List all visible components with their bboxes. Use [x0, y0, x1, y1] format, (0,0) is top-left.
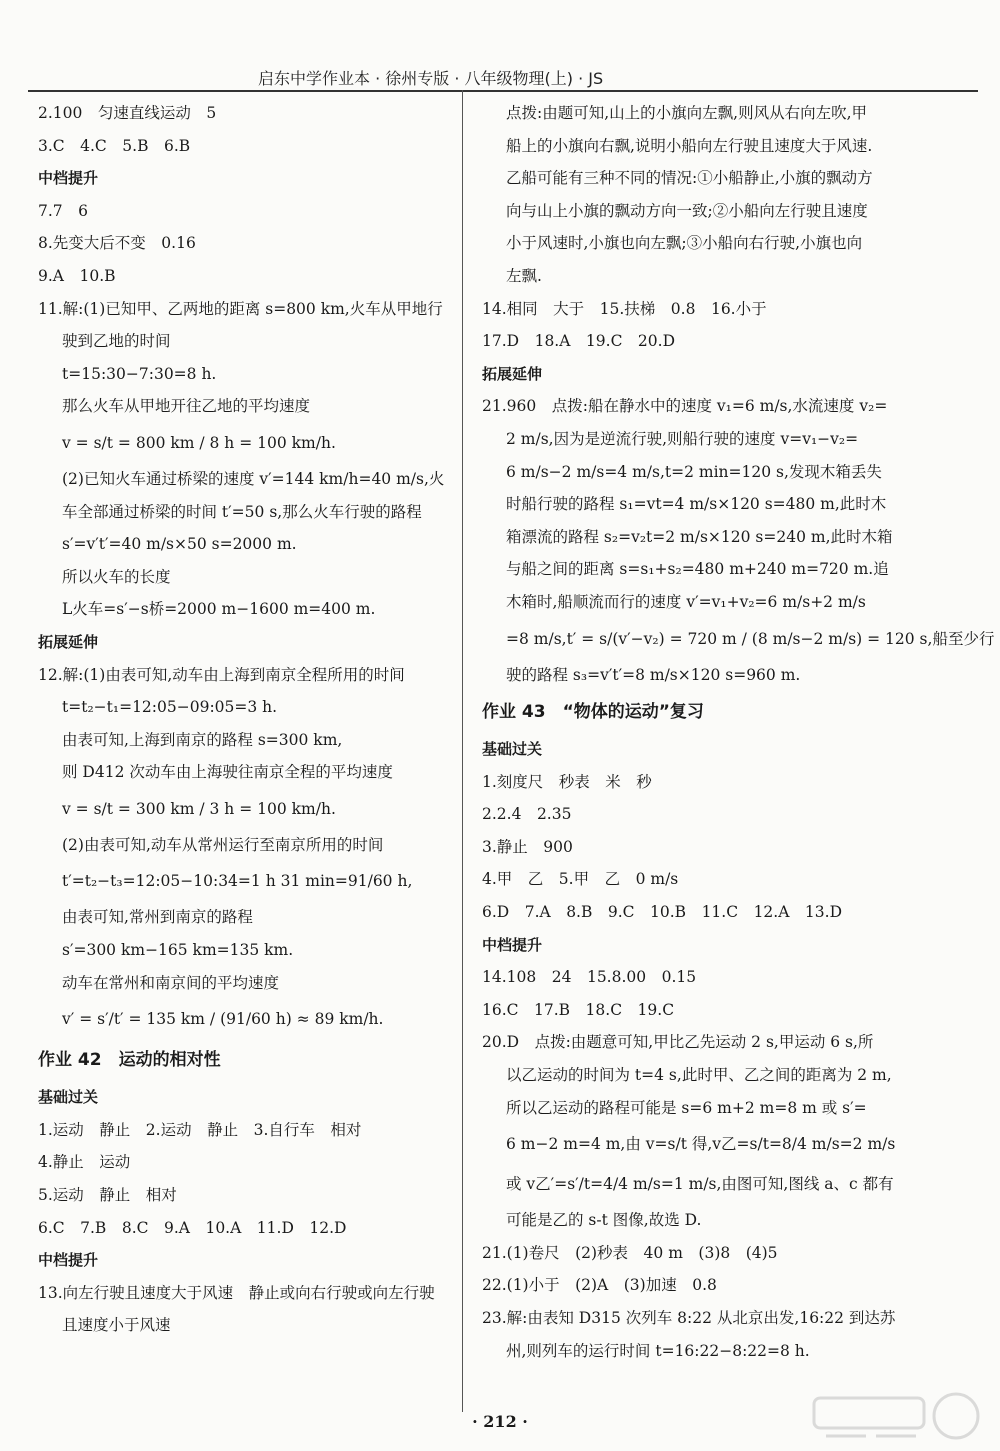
text-line: 州,则列车的运行时间 t=16:22−8:22=8 h. [506, 1341, 810, 1360]
watermark-logo-icon [806, 1388, 996, 1448]
text-line: 左飘. [506, 266, 542, 285]
text-line: 车全部通过桥梁的时间 t′=50 s,那么火车行驶的路程 [62, 502, 422, 521]
section-heading: 拓展延伸 [482, 364, 543, 383]
text-line: t=t₂−t₁=12:05−09:05=3 h. [62, 698, 278, 717]
text-line: L火车=s′−s桥=2000 m−1600 m=400 m. [62, 600, 376, 619]
text-line: 以乙运动的时间为 t=4 s,此时甲、乙之间的距离为 2 m, [506, 1066, 892, 1085]
text-line: 时船行驶的路程 s₁=vt=4 m/s×120 s=480 m,此时木 [506, 495, 887, 514]
text-line: 2.2.4 2.35 [482, 805, 572, 824]
text-line: 1.刻度尺 秒表 米 秒 [482, 772, 652, 791]
text-line: 动车在常州和南京间的平均速度 [62, 973, 280, 992]
text-line: 那么火车从甲地开往乙地的平均速度 [62, 397, 311, 416]
text-line: 6 m−2 m=4 m,由 v=s/t 得,v乙=s/t=8/4 m/s=2 m/s [506, 1135, 896, 1154]
text-line: 21.960 点拨:船在静水中的速度 v₁=6 m/s,水流速度 v₂= [482, 397, 888, 416]
text-line: 箱漂流的路程 s₂=v₂t=2 m/s×120 s=240 m,此时木箱 [506, 527, 893, 546]
text-line: 13.向左行驶且速度大于风速 静止或向右行驶或向左行驶 [38, 1283, 435, 1302]
text-line: 1.运动 静止 2.运动 静止 3.自行车 相对 [38, 1120, 362, 1139]
text-line: 8.先变大后不变 0.16 [38, 234, 196, 253]
text-line: v′ = s′/t′ = 135 km / (91/60 h) ≈ 89 km/h. [62, 1010, 384, 1029]
text-line: 11.解:(1)已知甲、乙两地的距离 s=800 km,火车从甲地行 [38, 299, 443, 318]
text-line: 2 m/s,因为是逆流行驶,则船行驶的速度 v=v₁−v₂= [506, 429, 859, 448]
page-header: 启东中学作业本 · 徐州专版 · 八年级物理(上) · JS [258, 69, 604, 88]
left-column [38, 97, 454, 1342]
text-line: 21.(1)卷尺 (2)秒表 40 m (3)8 (4)5 [482, 1243, 778, 1262]
text-line: 木箱时,船顺流而行的速度 v′=v₁+v₂=6 m/s+2 m/s [506, 592, 866, 611]
text-line: 5.运动 静止 相对 [38, 1186, 177, 1205]
text-line: 由表可知,上海到南京的路程 s=300 km, [62, 730, 343, 749]
text-line: 点拨:由题可知,山上的小旗向左飘,则风从右向左吹,甲 [506, 104, 868, 122]
text-line: 驶的路程 s₃=v′t′=8 m/s×120 s=960 m. [506, 665, 801, 684]
text-line: 3.C 4.C 5.B 6.B [38, 136, 191, 155]
text-line: t′=t₂−t₃=12:05−10:34=1 h 31 min=91/60 h, [62, 872, 413, 891]
text-line: (2)由表可知,动车从常州运行至南京所用的时间 [62, 835, 384, 854]
text-line: 16.C 17.B 18.C 19.C [482, 1000, 675, 1019]
text-line: 乙船可能有三种不同的情况:①小船静止,小旗的飘动方 [506, 169, 873, 188]
text-line: 6 m/s−2 m/s=4 m/s,t=2 min=120 s,发现木箱丢失 [506, 462, 882, 481]
text-line: 7.7 6 [38, 201, 89, 220]
text-line: 9.A 10.B [38, 266, 116, 285]
section-heading: 中档提升 [38, 169, 99, 188]
text-line: s′=300 km−165 km=135 km. [62, 941, 294, 960]
text-line: 6.D 7.A 8.B 9.C 10.B 11.C 12.A 13.D [482, 903, 842, 922]
assignment-title: 作业 43 “物体的运动”复习 [482, 702, 704, 723]
text-line: 20.D 点拨:由题意可知,甲比乙先运动 2 s,甲运动 6 s,所 [482, 1033, 874, 1052]
header-divider [28, 90, 978, 92]
text-line: 或 v乙′=s′/t=4/4 m/s=1 m/s,由图可知,图线 a、c 都有 [506, 1175, 894, 1194]
section-heading: 中档提升 [482, 935, 543, 954]
text-line: 23.解:由表知 D315 次列车 8:22 从北京出发,16:22 到达苏 [482, 1309, 896, 1327]
text-line: v = s/t = 300 km / 3 h = 100 km/h. [62, 799, 336, 818]
section-heading: 基础过关 [38, 1088, 99, 1107]
text-line: 且速度小于风速 [62, 1316, 171, 1335]
text-line: =8 m/s,t′ = s/(v′−v₂) = 720 m / (8 m/s−2 m/s) = 120 s,船至少行 [506, 629, 995, 648]
text-line: 12.解:(1)由表可知,动车由上海到南京全程所用的时间 [38, 665, 405, 684]
text-line: 6.C 7.B 8.C 9.A 10.A 11.D 12.D [38, 1218, 347, 1237]
text-line: 由表可知,常州到南京的路程 [62, 908, 253, 927]
text-line: 所以火车的长度 [62, 567, 171, 586]
text-line: v = s/t = 800 km / 8 h = 100 km/h. [62, 433, 336, 452]
section-heading: 基础过关 [482, 740, 543, 759]
text-line: 17.D 18.A 19.C 20.D [482, 332, 676, 351]
page-number: · 212 · [472, 1412, 528, 1431]
text-line: 14.相同 大于 15.扶梯 0.8 16.小于 [482, 299, 767, 318]
text-line: 小于风速时,小旗也向左飘;③小船向右行驶,小旗也向 [506, 234, 863, 253]
text-line: 可能是乙的 s-t 图像,故选 D. [506, 1211, 702, 1230]
text-line: 所以乙运动的路程可能是 s=6 m+2 m=8 m 或 s′= [506, 1098, 867, 1117]
text-line: s′=v′t′=40 m/s×50 s=2000 m. [62, 535, 297, 554]
section-heading: 中档提升 [38, 1251, 99, 1270]
text-line: 14.108 24 15.8.00 0.15 [482, 968, 697, 987]
text-line: 船上的小旗向右飘,说明小船向左行驶且速度大于风速. [506, 136, 873, 155]
text-line: 3.静止 900 [482, 837, 573, 856]
text-line: 与船之间的距离 s=s₁+s₂=480 m+240 m=720 m.追 [506, 560, 889, 579]
text-line: 驶到乙地的时间 [62, 332, 171, 351]
text-line: 2.100 匀速直线运动 5 [38, 104, 217, 122]
text-line: t=15:30−7:30=8 h. [62, 364, 217, 383]
column-divider [462, 90, 463, 1412]
text-line: 向与山上小旗的飘动方向一致;②小船向左行驶且速度 [506, 201, 868, 220]
assignment-title: 作业 42 运动的相对性 [38, 1050, 221, 1071]
text-line: (2)已知火车通过桥梁的速度 v′=144 km/h=40 m/s,火 [62, 469, 445, 488]
text-line: 4.甲 乙 5.甲 乙 0 m/s [482, 870, 679, 889]
text-line: 4.静止 运动 [38, 1153, 131, 1172]
text-line: 22.(1)小于 (2)A (3)加速 0.8 [482, 1276, 717, 1295]
right-column [482, 97, 995, 1367]
text-line: 则 D412 次动车由上海驶往南京全程的平均速度 [62, 763, 393, 782]
section-heading: 拓展延伸 [38, 632, 99, 651]
